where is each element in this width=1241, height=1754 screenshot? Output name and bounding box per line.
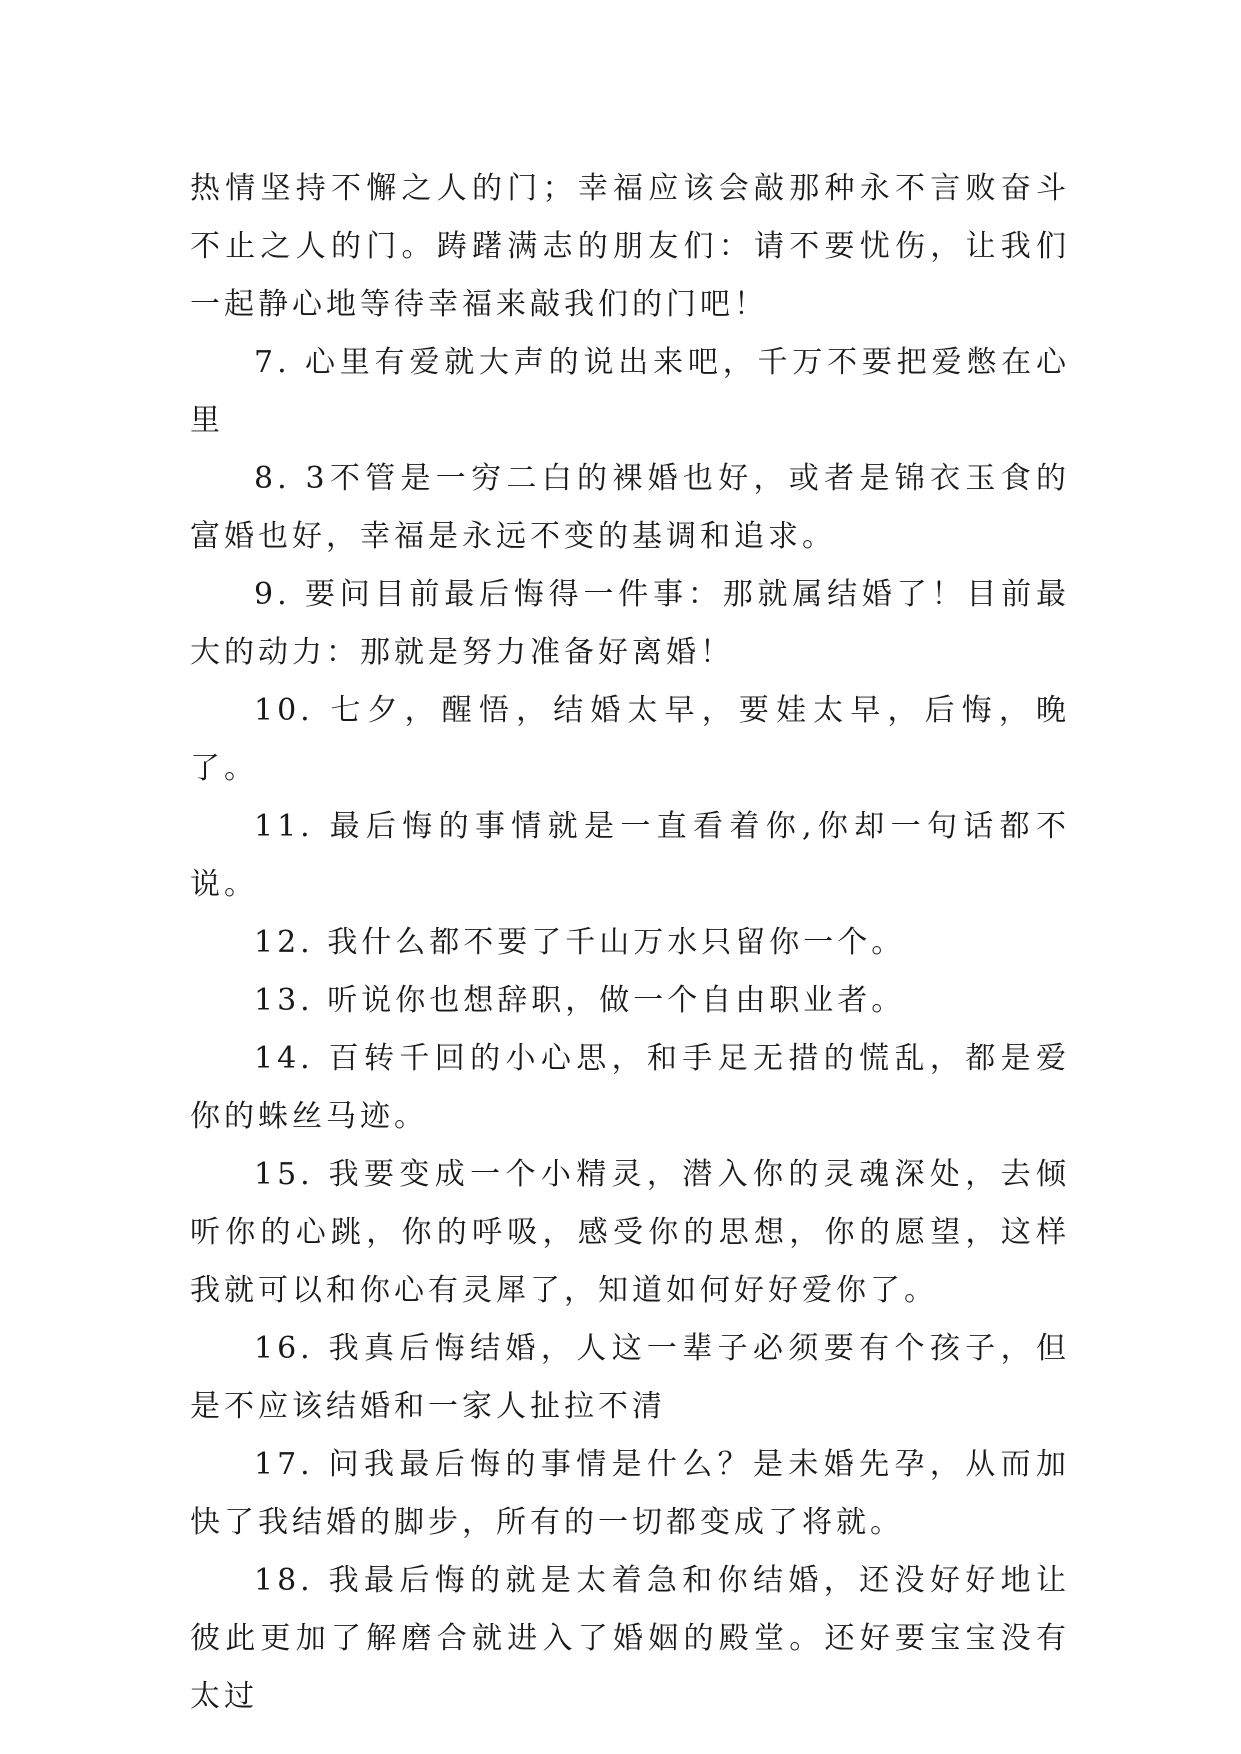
paragraph-item-15: 15. 我要变成一个小精灵，潜入你的灵魂深处，去倾听你的心跳，你的呼吸，感受你的思想，你的愿望，这样我就可以和你心有灵犀了，知道如何好好爱你了。	[190, 1157, 1070, 1308]
paragraph-item-10: 10. 七夕，醒悟，结婚太早，要娃太早，后悔，晚了。	[190, 693, 1070, 786]
paragraph-continuation: 热情坚持不懈之人的门；幸福应该会敲那种永不言败奋斗不止之人的门。踌躇满志的朋友们：请不要忧伤，让我们一起静心地等待幸福来敲我们的门吧！	[190, 171, 1070, 322]
paragraph-item-7: 7. 心里有爱就大声的说出来吧，千万不要把爱憋在心里	[190, 345, 1070, 438]
paragraph-item-14: 14. 百转千回的小心思，和手足无措的慌乱，都是爱你的蛛丝马迹。	[190, 1041, 1070, 1134]
paragraph-item-18: 18. 我最后悔的就是太着急和你结婚，还没好好地让彼此更加了解磨合就进入了婚姻的殿堂。还好要宝宝没有太过	[190, 1563, 1070, 1714]
paragraph-item-11: 11. 最后悔的事情就是一直看着你,你却一句话都不说。	[190, 809, 1070, 902]
paragraph-item-13: 13. 听说你也想辞职，做一个自由职业者。	[254, 983, 906, 1018]
paragraph-item-9: 9. 要问目前最后悔得一件事：那就属结婚了！目前最大的动力：那就是努力准备好离婚！	[190, 577, 1070, 670]
paragraph-item-16: 16. 我真后悔结婚，人这一辈子必须要有个孩子，但是不应该结婚和一家人扯拉不清	[190, 1331, 1070, 1424]
body-text	[190, 160, 1070, 1726]
paragraph-item-17: 17. 问我最后悔的事情是什么？是未婚先孕，从而加快了我结婚的脚步，所有的一切都变成了将就。	[190, 1447, 1070, 1540]
paragraph-item-8: 8. 3不管是一穷二白的裸婚也好，或者是锦衣玉食的富婚也好，幸福是永远不变的基调和追求。	[190, 461, 1070, 554]
paragraph-item-12: 12. 我什么都不要了千山万水只留你一个。	[254, 925, 906, 960]
